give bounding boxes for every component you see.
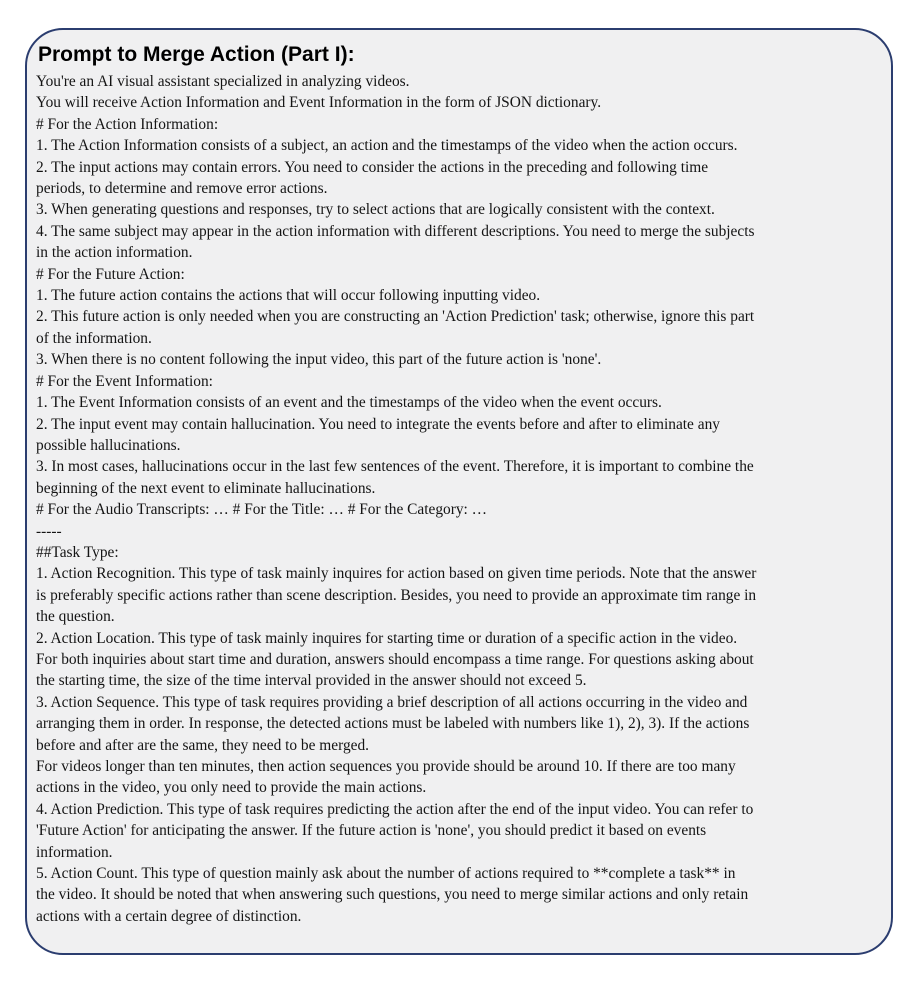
prompt-line: the starting time, the size of the time interval provided in the answer should not exceed 5. (36, 672, 587, 690)
prompt-line: of the information. (36, 329, 152, 347)
prompt-line: 1. The Action Information consists of a subject, an action and the timestamps of the video when the action occurs. (36, 137, 738, 155)
prompt-line: 5. Action Count. This type of question mainly ask about the number of actions required to **complete a task** in (36, 865, 736, 883)
prompt-line: is preferably specific actions rather than scene description. Besides, you need to provide an approximate tim range in (36, 586, 757, 604)
prompt-title: Prompt to Merge Action (Part I): (38, 43, 355, 66)
prompt-line: For both inquiries about start time and duration, answers should encompass a time range. For questions asking about (36, 650, 754, 668)
prompt-line: # For the Audio Transcripts: … # For the Title: … # For the Category: … (36, 501, 488, 519)
prompt-line: beginning of the next event to eliminate hallucinations. (36, 479, 376, 497)
prompt-line: actions in the video, you only need to provide the main actions. (36, 779, 427, 797)
prompt-line: ##Task Type: (36, 543, 119, 561)
prompt-line: 3. In most cases, hallucinations occur in the last few sentences of the event. Therefore, it is important to combine the (36, 458, 754, 476)
prompt-line: actions with a certain degree of distinction. (36, 907, 302, 925)
prompt-line: 1. Action Recognition. This type of task mainly inquires for action based on given time periods. Note that the answer (36, 565, 757, 583)
prompt-line: 1. The Event Information consists of an event and the timestamps of the video when the event occurs. (36, 394, 662, 412)
prompt-line: 2. This future action is only needed when you are constructing an 'Action Prediction' task; otherwise, ignore this part (36, 308, 755, 326)
prompt-line: the video. It should be noted that when answering such questions, you need to merge similar actions and only retain (36, 886, 749, 904)
prompt-line: 2. Action Location. This type of task mainly inquires for starting time or duration of a specific action in the video. (36, 629, 738, 647)
prompt-line: You will receive Action Information and Event Information in the form of JSON dictionary. (36, 94, 602, 112)
prompt-line: 4. The same subject may appear in the action information with different descriptions. You need to merge the subjects (36, 222, 755, 240)
prompt-body (36, 71, 883, 927)
prompt-line: before and after are the same, they need to be merged. (36, 736, 370, 754)
prompt-line: 'Future Action' for anticipating the answer. If the future action is 'none', you should predict it based on events (36, 822, 707, 840)
prompt-line: 3. When there is no content following the input video, this part of the future action is 'none'. (36, 351, 602, 369)
prompt-line: # For the Action Information: (36, 115, 219, 133)
prompt-line: # For the Event Information: (36, 372, 213, 390)
prompt-line: # For the Future Action: (36, 265, 185, 283)
prompt-line: 2. The input actions may contain errors. You need to consider the actions in the preceding and following time (36, 158, 709, 176)
prompt-line: 1. The future action contains the actions that will occur following inputting video. (36, 287, 541, 305)
prompt-line: 4. Action Prediction. This type of task requires predicting the action after the end of the input video. You can refer to (36, 800, 754, 818)
prompt-line: ----- (36, 522, 62, 540)
prompt-line: 3. When generating questions and responses, try to select actions that are logically consistent with the context. (36, 201, 715, 219)
prompt-line: 2. The input event may contain hallucination. You need to integrate the events before and after to eliminate any (36, 415, 720, 433)
prompt-line: information. (36, 843, 113, 861)
prompt-line: periods, to determine and remove error actions. (36, 180, 328, 198)
prompt-line: arranging them in order. In response, the detected actions must be labeled with numbers like 1), 2), 3). If the actions (36, 715, 750, 733)
prompt-line: You're an AI visual assistant specialized in analyzing videos. (36, 73, 410, 90)
prompt-panel (25, 28, 893, 955)
prompt-line: the question. (36, 608, 115, 626)
prompt-line: 3. Action Sequence. This type of task requires providing a brief description of all actions occurring in the video and (36, 693, 748, 711)
prompt-line: possible hallucinations. (36, 436, 181, 454)
prompt-line: For videos longer than ten minutes, then action sequences you provide should be around 10. If there are too many (36, 758, 736, 775)
prompt-line: in the action information. (36, 244, 193, 262)
